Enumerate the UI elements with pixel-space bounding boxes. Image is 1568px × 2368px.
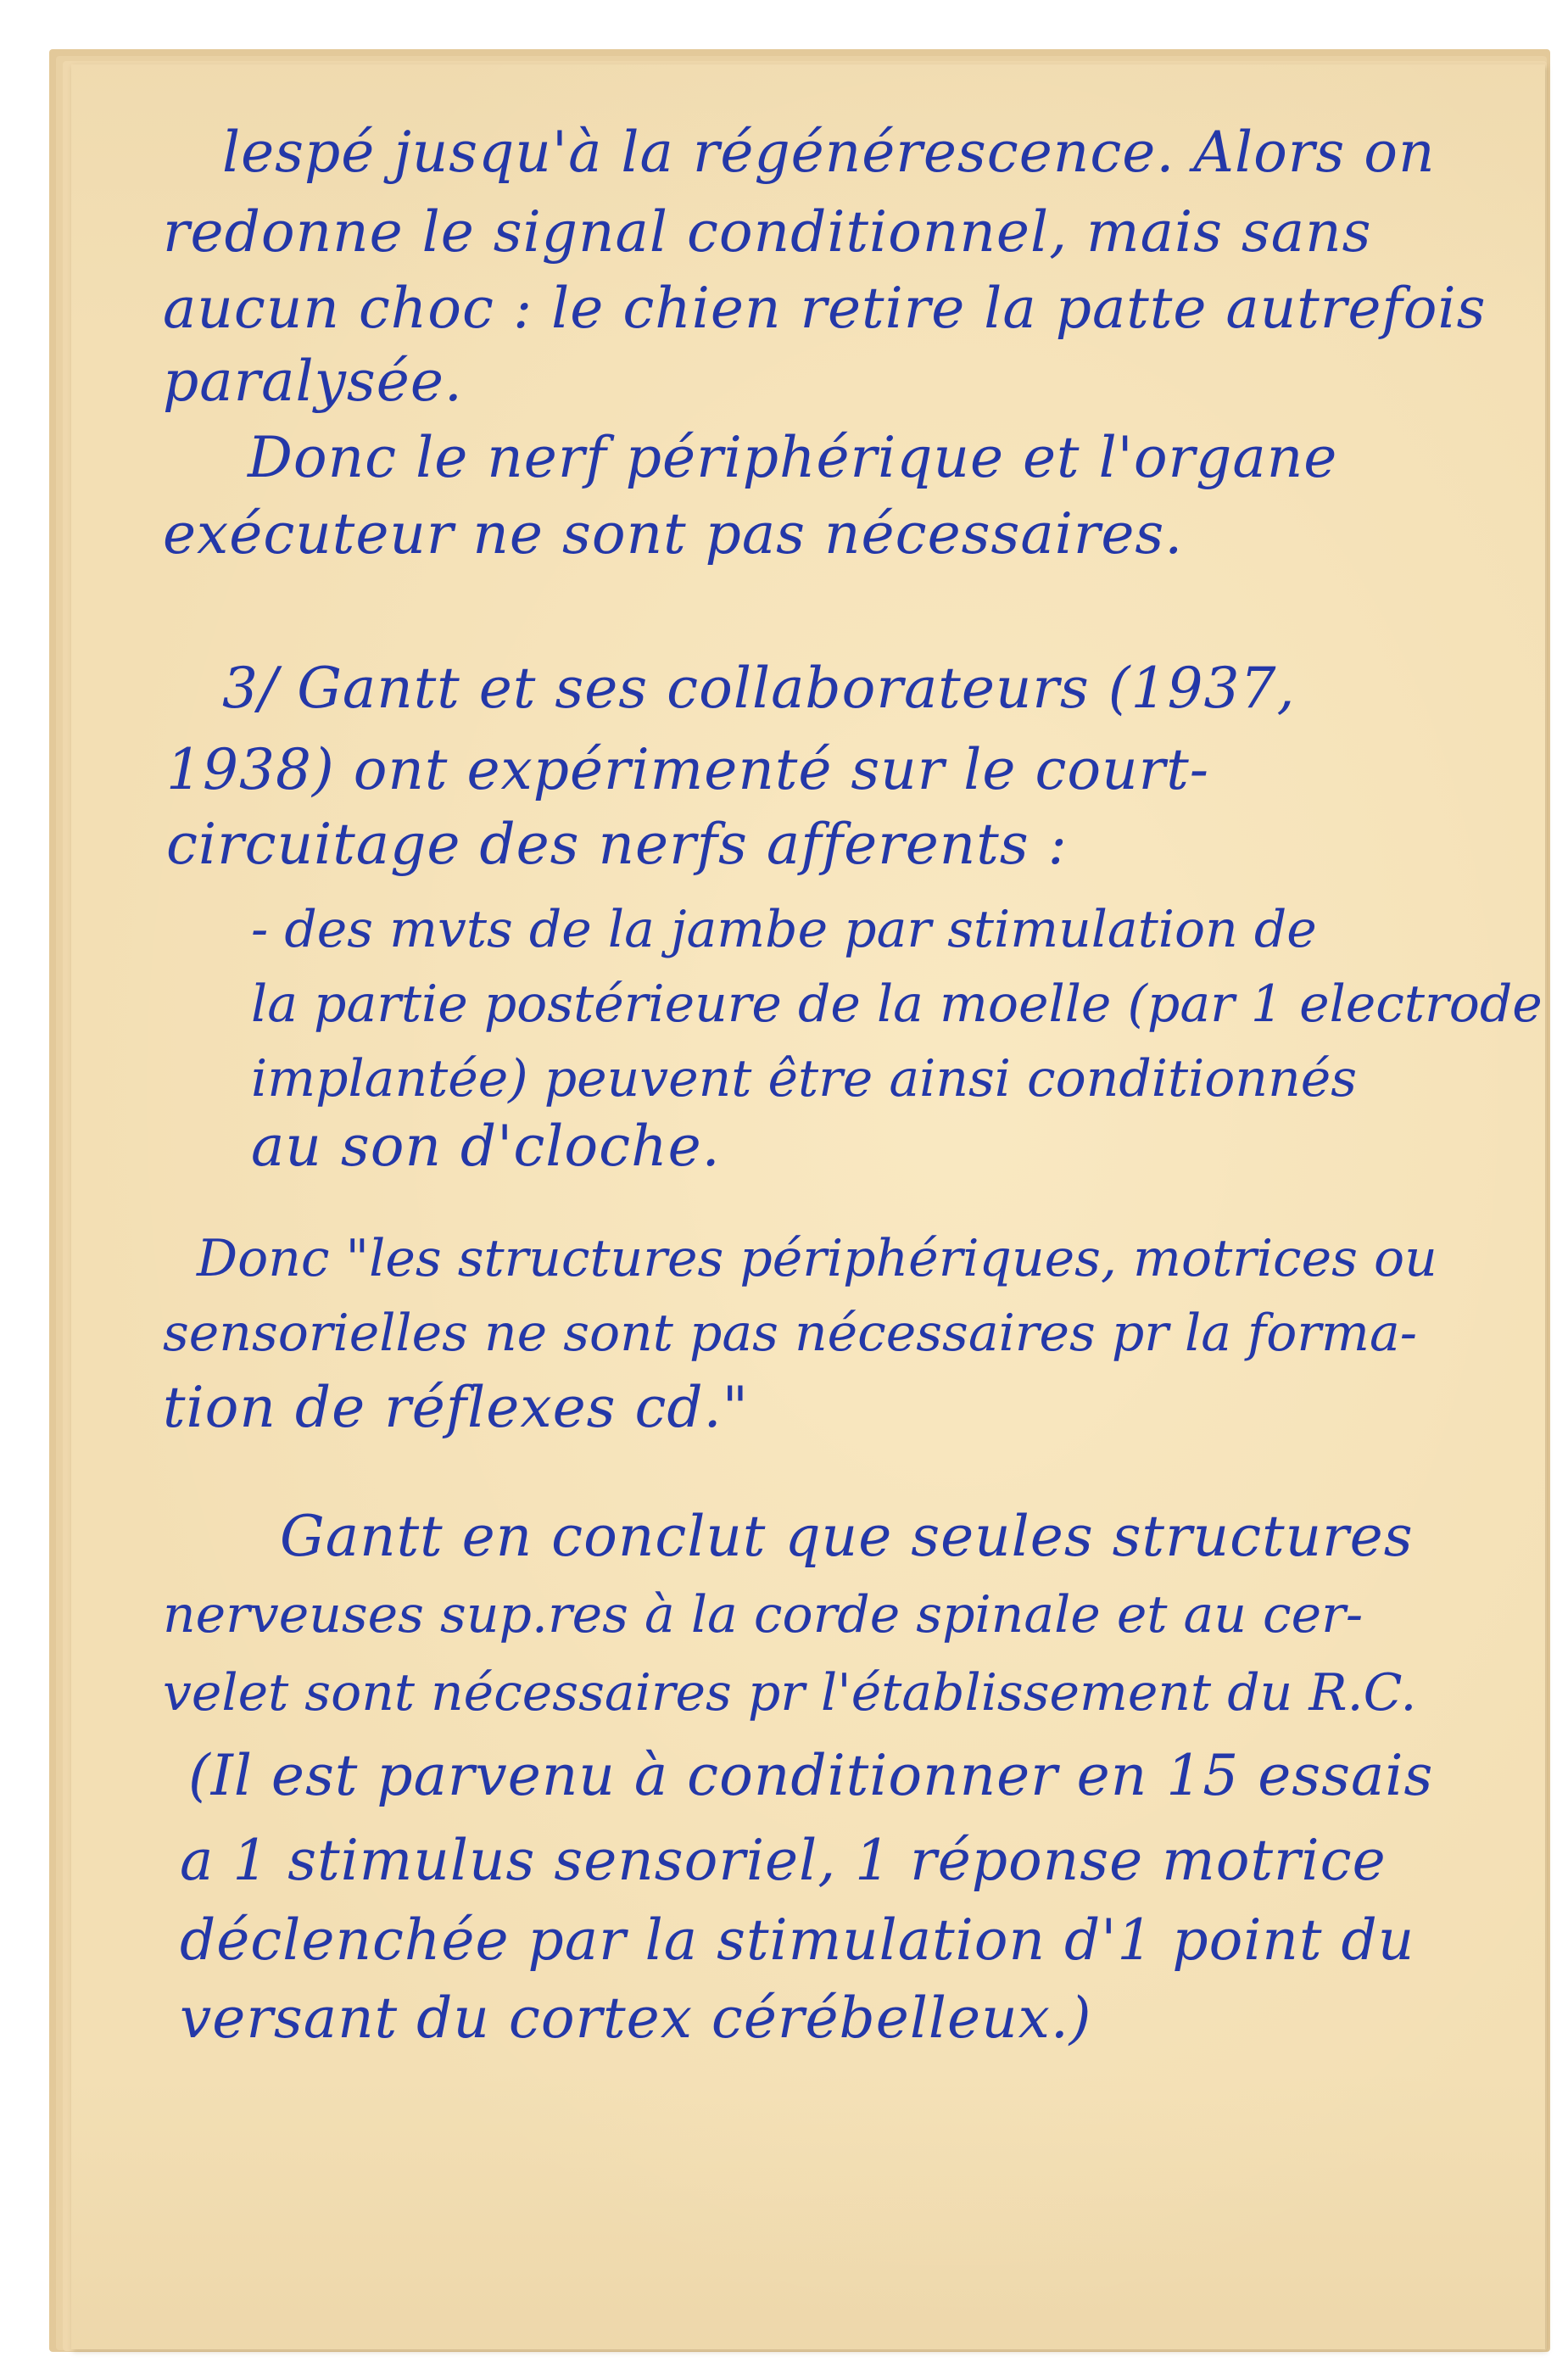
handwritten-line: au son d'cloche. xyxy=(251,1114,721,1179)
handwritten-line: a 1 stimulus sensoriel, 1 réponse motrice xyxy=(180,1828,1387,1893)
handwritten-line: Gantt en conclut que seules structures xyxy=(280,1504,1414,1569)
handwritten-line: - des mvts de la jambe par stimulation de xyxy=(251,900,1317,959)
handwritten-line: Donc "les structures périphériques, motrices ou xyxy=(197,1229,1437,1288)
handwritten-line: la partie postérieure de la moelle (par 1 electrode xyxy=(251,975,1543,1034)
handwritten-line: déclenchée par la stimulation d'1 point du xyxy=(180,1907,1415,1973)
handwritten-line: sensorielles ne sont pas nécessaires pr la forma- xyxy=(163,1304,1417,1363)
handwritten-line: redonne le signal conditionnel, mais sans xyxy=(163,199,1372,265)
handwritten-line: aucun choc : le chien retire la patte autrefois xyxy=(163,276,1487,341)
handwritten-line: paralysée. xyxy=(163,349,463,414)
handwritten-line: 3/ Gantt et ses collaborateurs (1937, xyxy=(222,656,1296,721)
handwritten-line: implantée) peuvent être ainsi conditionnés xyxy=(251,1049,1358,1109)
handwritten-line: velet sont nécessaires pr l'établissement du R.C. xyxy=(163,1663,1417,1723)
handwritten-line: circuitage des nerfs afferents : xyxy=(166,812,1068,877)
handwritten-line: tion de réflexes cd." xyxy=(163,1375,750,1440)
handwritten-line: exécuteur ne sont pas nécessaires. xyxy=(163,501,1184,567)
handwritten-line: (Il est parvenu à conditionner en 15 essais xyxy=(188,1743,1434,1808)
handwritten-line: versant du cortex cérébelleux.) xyxy=(180,1985,1092,2051)
handwritten-line: 1938) ont expérimenté sur le court- xyxy=(166,737,1210,802)
handwritten-line: nerveuses sup.res à la corde spinale et au cer- xyxy=(163,1585,1364,1645)
handwritten-line: lespé jusqu'à la régénérescence. Alors on xyxy=(222,120,1436,185)
handwritten-line: Donc le nerf périphérique et l'organe xyxy=(248,425,1338,490)
